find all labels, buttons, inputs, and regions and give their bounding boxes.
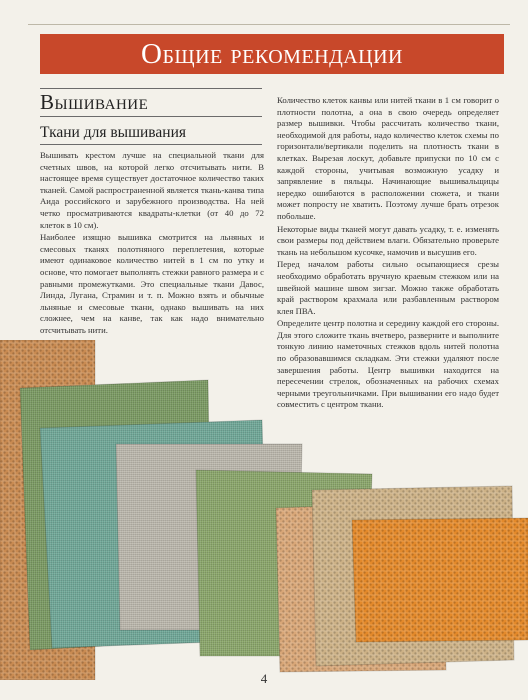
paragraph: Количество клеток канвы или нитей ткани в 1 см говорит о плотности полотна, а она в свою очередь определяет размер вышивки. Чтобы рассчитать количество ткани, необходимой для работы, надо количество клеток схемы по горизонтали/вертикали поделить на плотность ткани в клетках. Вырезая лоскут, добавьте припуски по 10 см с каждой стороны, учитывая возможную усадку и запрявление в пяльцы. Начинающие вышивальщицы нередко ошибаются в расположении сюжета, и ткани может попросту не хватить. Поэтому лучше брать отрезок побольше.	[277, 95, 499, 221]
page-number: 4	[260, 671, 268, 686]
left-text-column	[40, 150, 264, 338]
section-rule-bottom	[40, 116, 262, 117]
fabric-swatches-photo	[0, 340, 528, 680]
paragraph: Перед началом работы сильно осыпающиеся срезы необходимо обработать вручную краевым стежком или на швейной машине швом зигзаг. Можно также обработать край раствором крахмала или разбавленным раствором клея ПВА.	[277, 259, 499, 316]
top-rule	[28, 24, 510, 25]
paragraph: Определите центр полотна и середину каждой его стороны. Для этого сложите ткань вчетверо, разверните и выполните тонкую линию наметочных стежков вдоль нитей полотна по образовавшимся складкам. Эти стежки удаляют после завершения работы. Центр вышивки находится на пересечении стрелок, обозначенных на рабочих схемах черными треугольничками. При вышивании его надо будет совместить с центром ткани.	[277, 318, 499, 410]
chapter-title: Общие рекомендации	[141, 37, 403, 70]
paragraph: Наиболее изящно вышивка смотрится на льняных и смесовых тканях полотняного переплетения, которые имеют одинаковое количество нитей в 1 см по утку и основе, что помогает выполнять стежки равного размера и с равными промежутками. Это специальные ткани Давос, Линда, Лугана, Страмин и т. п. Можно взять и обычные льняные и смесовые ткани, однако вышивать на них сложнее, чем на канве, так как надо внимательно отсчитывать нити.	[40, 232, 264, 335]
paragraph: Вышивать крестом лучше на специальной ткани для счетных швов, на которой легко отсчитывать нити. В настоящее время существует достаточное количество таких тканей. Самой распространенной является ткань-канва типа Аида российского и зарубежного производства. На ней четко просматриваются квадраты-клетки (от 40 до 72 клеток в 10 см).	[40, 150, 264, 230]
section-rule-top	[40, 88, 262, 89]
chapter-banner	[40, 34, 504, 74]
section-title: Вышивание	[40, 90, 149, 114]
subsection-rule	[40, 144, 262, 145]
subsection-title: Ткани для вышивания	[40, 124, 187, 141]
paragraph: Некоторые виды тканей могут давать усадку, т. е. изменять свои размеры под действием влаги. Обязательно проверьте ткань на небольшом кусочке, намочив и высушив его.	[277, 223, 499, 257]
fabric-swatches-illustration	[0, 340, 528, 680]
fabric-swatch-orange	[352, 518, 528, 642]
